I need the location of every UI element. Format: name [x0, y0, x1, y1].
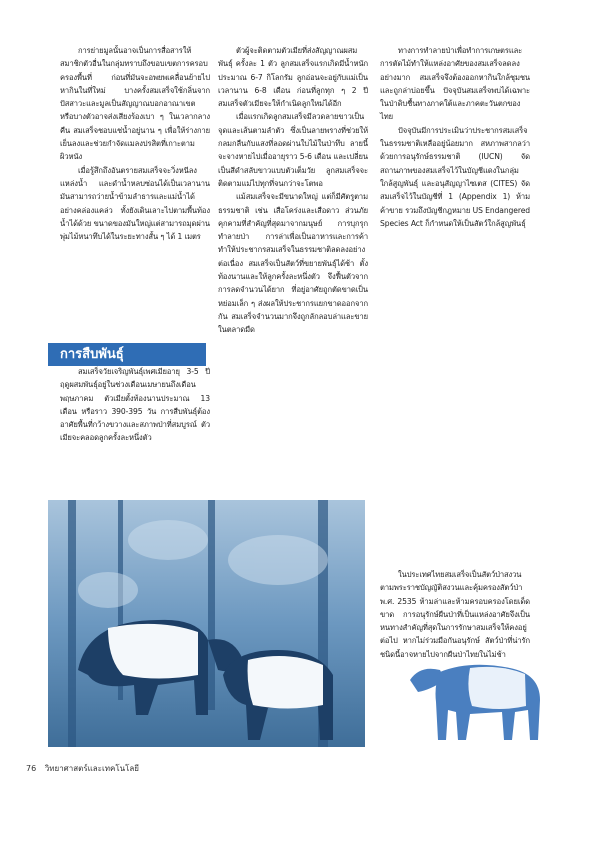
paragraph: ตัวผู้จะติดตามตัวเมียที่ส่งสัญญาณผสมพันธุ์ ครั้งละ 1 ตัว ลูกสมเสร็จแรกเกิดมีน้ำหนักประมาณ 6-7 กิโลกรัม ลูกอ่อนจะอยู่กับแม่เป็นเวลานาน 6-8 เดือน ก่อนที่ลูกทุก ๆ 2 ปี สมเสร็จตัวเมียจะให้กำเนิดลูกใหม่ได้อีก — [218, 46, 368, 109]
magazine-name: วิทยาศาสตร์และเทคโนโลยี — [44, 764, 139, 773]
paragraph: เมื่อรู้สึกถึงอันตรายสมเสร็จจะวิ่งหนีลงแหล่งน้ำ และดำน้ำหลบซ่อนได้เป็นเวลานาน มันสามารถว่ายน้ำข้ามลำธารและแม่น้ำได้อย่างคล่องแคล่ว ทั้งยังเดินเลาะไปตามพื้นท้องน้ำได้ด้วย ขนาดของมันใหญ่แต่สามารถมุดผ่านพุ่มไม้หนาทึบได้ในระยะทางสั้น ๆ ได้ 1 เมตร — [60, 165, 210, 242]
paragraph: แม้สมเสร็จจะมีขนาดใหญ่ แต่ก็มีศัตรูตามธรรมชาติ เช่น เสือโคร่งและเสือดาว ส่วนภัยคุกคามที่สำคัญที่สุดมาจากมนุษย์ การบุกรุกทำลายป่า การล่าเพื่อเป็นอาหารและการค้า ทำให้ประชากรสมเสร็จในธรรมชาติลดลงอย่างต่อเนื่อง สมเสร็จเป็นสัตว์ที่ขยายพันธุ์ได้ช้า ตั้งท้องนานและให้ลูกครั้งละหนึ่งตัว จึงฟื้นตัวจากการลดจำนวนได้ยาก ที่อยู่อาศัยถูกตัดขาดเป็นหย่อมเล็ก ๆ ส่งผลให้ประชากรแยกขาดออกจากกัน สมเสร็จจำนวนมากจึงถูกลักลอบล่าและขายในตลาดมืด — [218, 192, 368, 335]
page-footer — [26, 762, 139, 775]
paragraph: ทางการทำลายป่าเพื่อทำการเกษตรและการตัดไม้ทำให้แหล่งอาศัยของสมเสร็จลดลงอย่างมาก สมเสร็จจึงต้องออกหากินใกล้ชุมชนและถูกล่าบ่อยขึ้น ปัจจุบันสมเสร็จพบได้เฉพาะในป่าดิบชื้นทางภาคใต้และภาคตะวันตกของไทย — [380, 46, 530, 122]
tapir-photo — [48, 500, 365, 747]
page-number: 76 — [26, 764, 37, 773]
paragraph: ปัจจุบันมีการประเมินว่าประชากรสมเสร็จในธรรมชาติเหลืออยู่น้อยมาก สหภาพสากลว่าด้วยการอนุรักษ์ธรรมชาติ (IUCN) จัดสถานภาพของสมเสร็จไว้ในบัญชีแดงในกลุ่มใกล้สูญพันธุ์ และอนุสัญญาไซเตส (CITES) จัดสมเสร็จไว้ในบัญชีที่ 1 (Appendix 1) ห้ามค้าขาย รวมถึงบัญชีกฎหมาย US Endangered Species Act ก็กำหนดให้เป็นสัตว์ใกล้สูญพันธุ์ — [380, 125, 530, 228]
text-column-1-lower — [60, 365, 210, 445]
paragraph: สมเสร็จวัยเจริญพันธุ์เพศเมียอายุ 3-5 ปี ฤดูผสมพันธุ์อยู่ในช่วงเดือนเมษายนถึงเดือนพฤษภาคม ตัวเมียตั้งท้องนานประมาณ 13 เดือน หรือราว 390-395 วัน การสืบพันธุ์ต้องอาศัยพื้นที่กว้างขวางและสภาพป่าที่สมบูรณ์ ตัวเมียจะคลอดลูกครั้งละหนึ่งตัว — [60, 367, 210, 443]
paragraph: การย่ายมูลนั้นอาจเป็นการสื่อสารให้สมาชิกตัวอื่นในกลุ่มทราบถึงขอบเขตการครอบครองพื้นที่ ก่อนที่มันจะอพยพเคลื่อนย้ายไปหากินในที่ใหม่ บางครั้งสมเสร็จใช้กลิ่นจากปัสสาวะและมูลเป็นสัญญาณบอกอาณาเขต หรือบางตัวอาจส่งเสียงร้องเบา ๆ ในเวลากลางคืน สมเสร็จชอบแช่น้ำอยู่นาน ๆ เพื่อให้ร่างกายเย็นลงและช่วยกำจัดแมลงปรสิตที่เกาะตามผิวหนัง — [60, 46, 210, 162]
text-column-3 — [380, 44, 530, 230]
text-column-1 — [60, 44, 210, 243]
section-heading-reproduction: การสืบพันธุ์ — [48, 343, 206, 366]
paragraph: เมื่อแรกเกิดลูกสมเสร็จมีลวดลายขาวเป็นจุดและเส้นตามลำตัว ซึ่งเป็นลายพรางที่ช่วยให้กลมกลืนกับแสงที่ลอดผ่านใบไม้ในป่าทึบ ลายนี้จะจางหายไปเมื่ออายุราว 5-6 เดือน และเปลี่ยนเป็นสีดำสลับขาวแบบตัวเต็มวัย ลูกสมเสร็จจะติดตามแม่ไปทุกที่จนกว่าจะโตพอ — [218, 112, 368, 188]
paragraph: ในประเทศไทยสมเสร็จเป็นสัตว์ป่าสงวนตามพระราชบัญญัติสงวนและคุ้มครองสัตว์ป่า พ.ศ. 2535 ห้ามล่าและห้ามครอบครองโดยเด็ดขาด การอนุรักษ์ผืนป่าที่เป็นแหล่งอาศัยจึงเป็นหนทางสำคัญที่สุดในการรักษาสมเสร็จให้คงอยู่ต่อไป หากไม่ร่วมมือกันอนุรักษ์ สัตว์ป่าที่น่ารักชนิดนี้อาจหายไปจากผืนป่าไทยในไม่ช้า — [380, 570, 530, 659]
text-column-2 — [218, 44, 368, 337]
tapir-illustration — [400, 640, 550, 748]
